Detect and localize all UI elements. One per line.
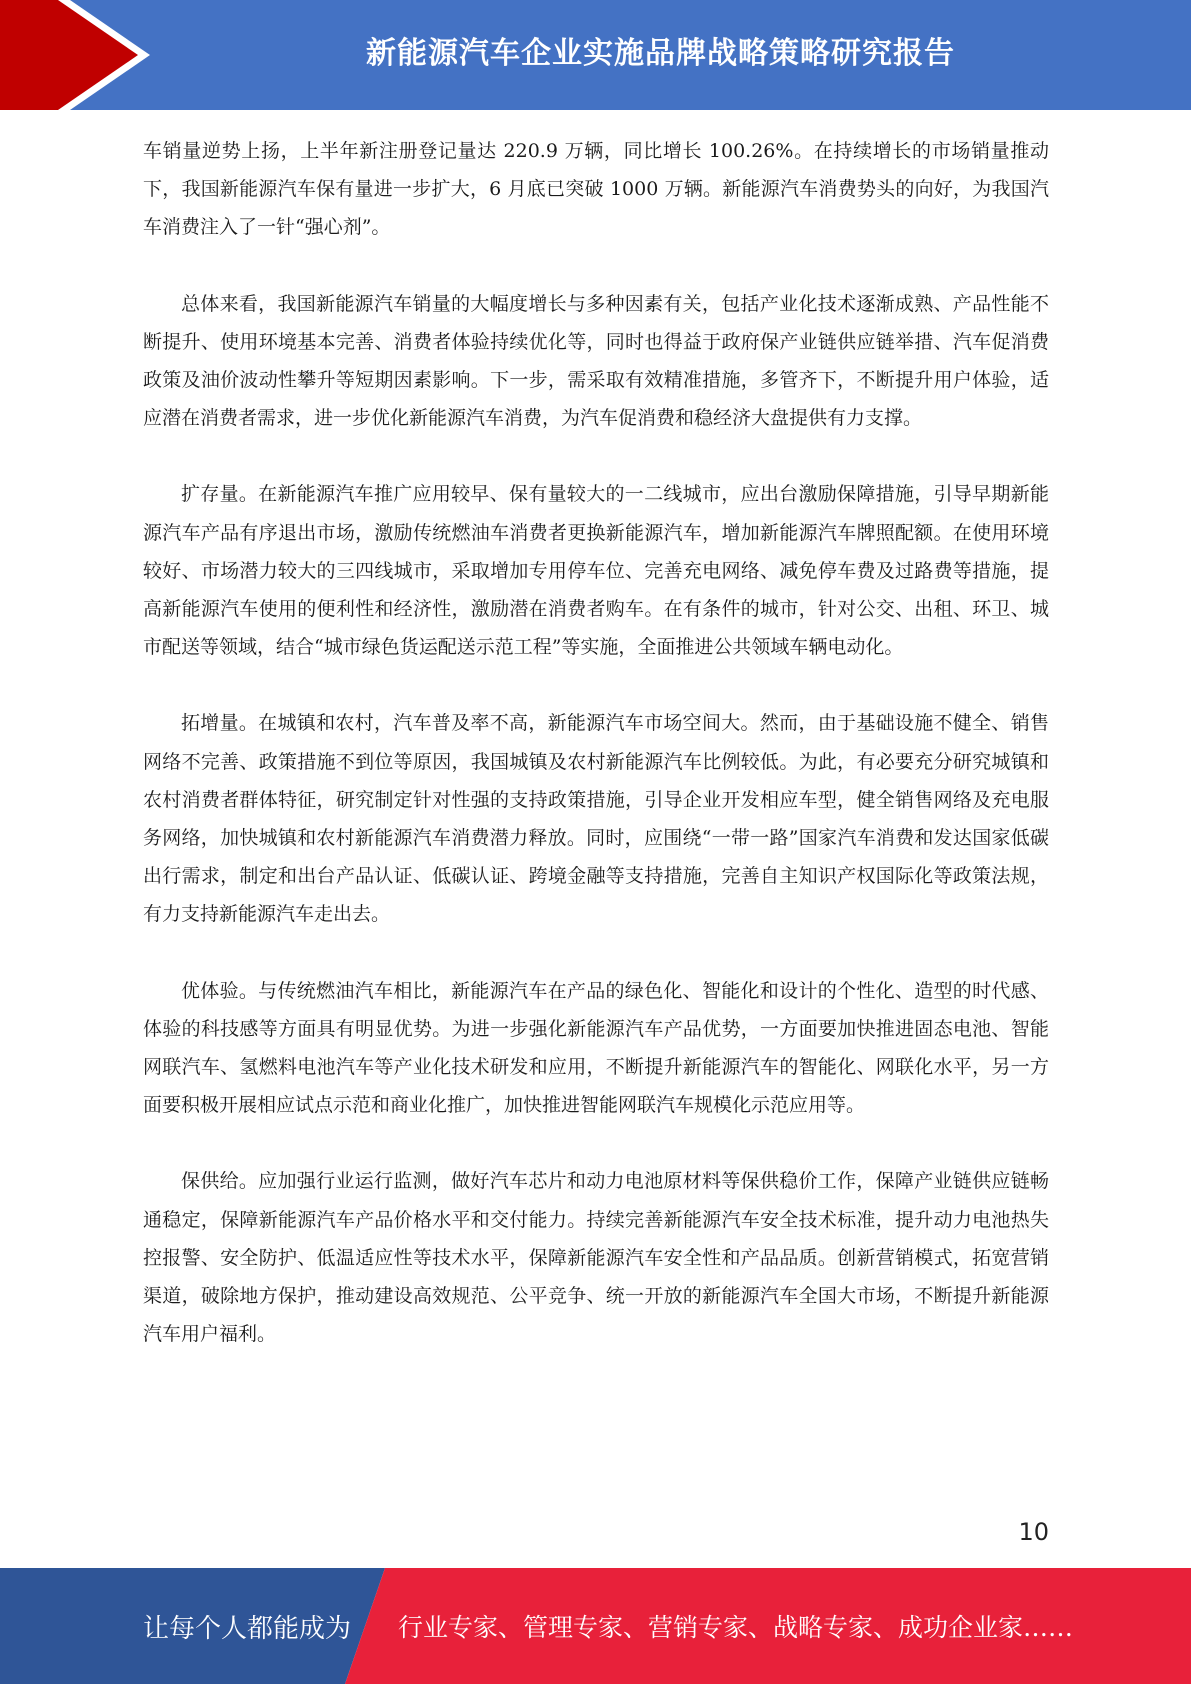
footer-slogan-right: 行业专家、管理专家、营销专家、战略专家、成功企业家…… [398,1613,1074,1642]
paragraph-5: 优体验。与传统燃油汽车相比，新能源汽车在产品的绿色化、智能化和设计的个性化、造型的时代感、体验的科技感等方面具有明显优势。为进一步强化新能源汽车产品优势，一方面要加快推进固态电池、智能网联汽车、氢燃料电池汽车等产业化技术研发和应用，不断提升新能源汽车的智能化、网联化水平，另一方面要积极开展相应试点示范和商业化推广，加快推进智能网联汽车规模化示范应用等。 [143,979,1049,1117]
body-text [143,132,1049,1391]
page-number: 10 [1018,1518,1049,1546]
paragraph-3: 扩存量。在新能源汽车推广应用较早、保有量较大的一二线城市，应出台激励保障措施，引导早期新能源汽车产品有序退出市场，激励传统燃油车消费者更换新能源汽车，增加新能源汽车牌照配额。在使用环境较好、市场潜力较大的三四线城市，采取增加专用停车位、完善充电网络、减免停车费及过路费等措施，提高新能源汽车使用的便利性和经济性，激励潜在消费者购车。在有条件的城市，针对公交、出租、环卫、城市配送等领域，结合“城市绿色货运配送示范工程”等实施，全面推进公共领域车辆电动化。 [143,483,1049,659]
page-header [0,0,1191,110]
report-title: 新能源汽车企业实施品牌战略策略研究报告 [366,36,955,71]
page-footer [0,1568,1191,1684]
footer-slogan-left: 让每个人都能成为 [143,1613,352,1644]
paragraph-1: 车销量逆势上扬，上半年新注册登记量达 220.9 万辆，同比增长 100.26%。在持续增长的市场销量推动下，我国新能源汽车保有量进一步扩大，6 月底已突破 1000 万辆。新能源汽车消费势头的向好，为我国汽车消费注入了一针“强心剂”。 [143,140,1049,239]
paragraph-4: 拓增量。在城镇和农村，汽车普及率不高，新能源汽车市场空间大。然而，由于基础设施不健全、销售网络不完善、政策措施不到位等原因，我国城镇及农村新能源汽车比例较低。为此，有必要充分研究城镇和农村消费者群体特征，研究制定针对性强的支持政策措施，引导企业开发相应车型，健全销售网络及充电服务网络，加快城镇和农村新能源汽车消费潜力释放。同时，应围绕“一带一路”国家汽车消费和发达国家低碳出行需求，制定和出台产品认证、低碳认证、跨境金融等支持措施，完善自主知识产权国际化等政策法规，有力支持新能源汽车走出去。 [143,712,1049,926]
paragraph-2: 总体来看，我国新能源汽车销量的大幅度增长与多种因素有关，包括产业化技术逐渐成熟、产品性能不断提升、使用环境基本完善、消费者体验持续优化等，同时也得益于政府保产业链供应链举措、汽车促消费政策及油价波动性攀升等短期因素影响。下一步，需采取有效精准措施，多管齐下，不断提升用户体验，适应潜在消费者需求，进一步优化新能源汽车消费，为汽车促消费和稳经济大盘提供有力支撑。 [143,292,1049,430]
paragraph-6: 保供给。应加强行业运行监测，做好汽车芯片和动力电池原材料等保供稳价工作，保障产业链供应链畅通稳定，保障新能源汽车产品价格水平和交付能力。持续完善新能源汽车安全技术标准，提升动力电池热失控报警、安全防护、低温适应性等技术水平，保障新能源汽车安全性和产品品质。创新营销模式，拓宽营销渠道，破除地方保护，推动建设高效规范、公平竞争、统一开放的新能源汽车全国大市场，不断提升新能源汽车用户福利。 [143,1170,1049,1346]
